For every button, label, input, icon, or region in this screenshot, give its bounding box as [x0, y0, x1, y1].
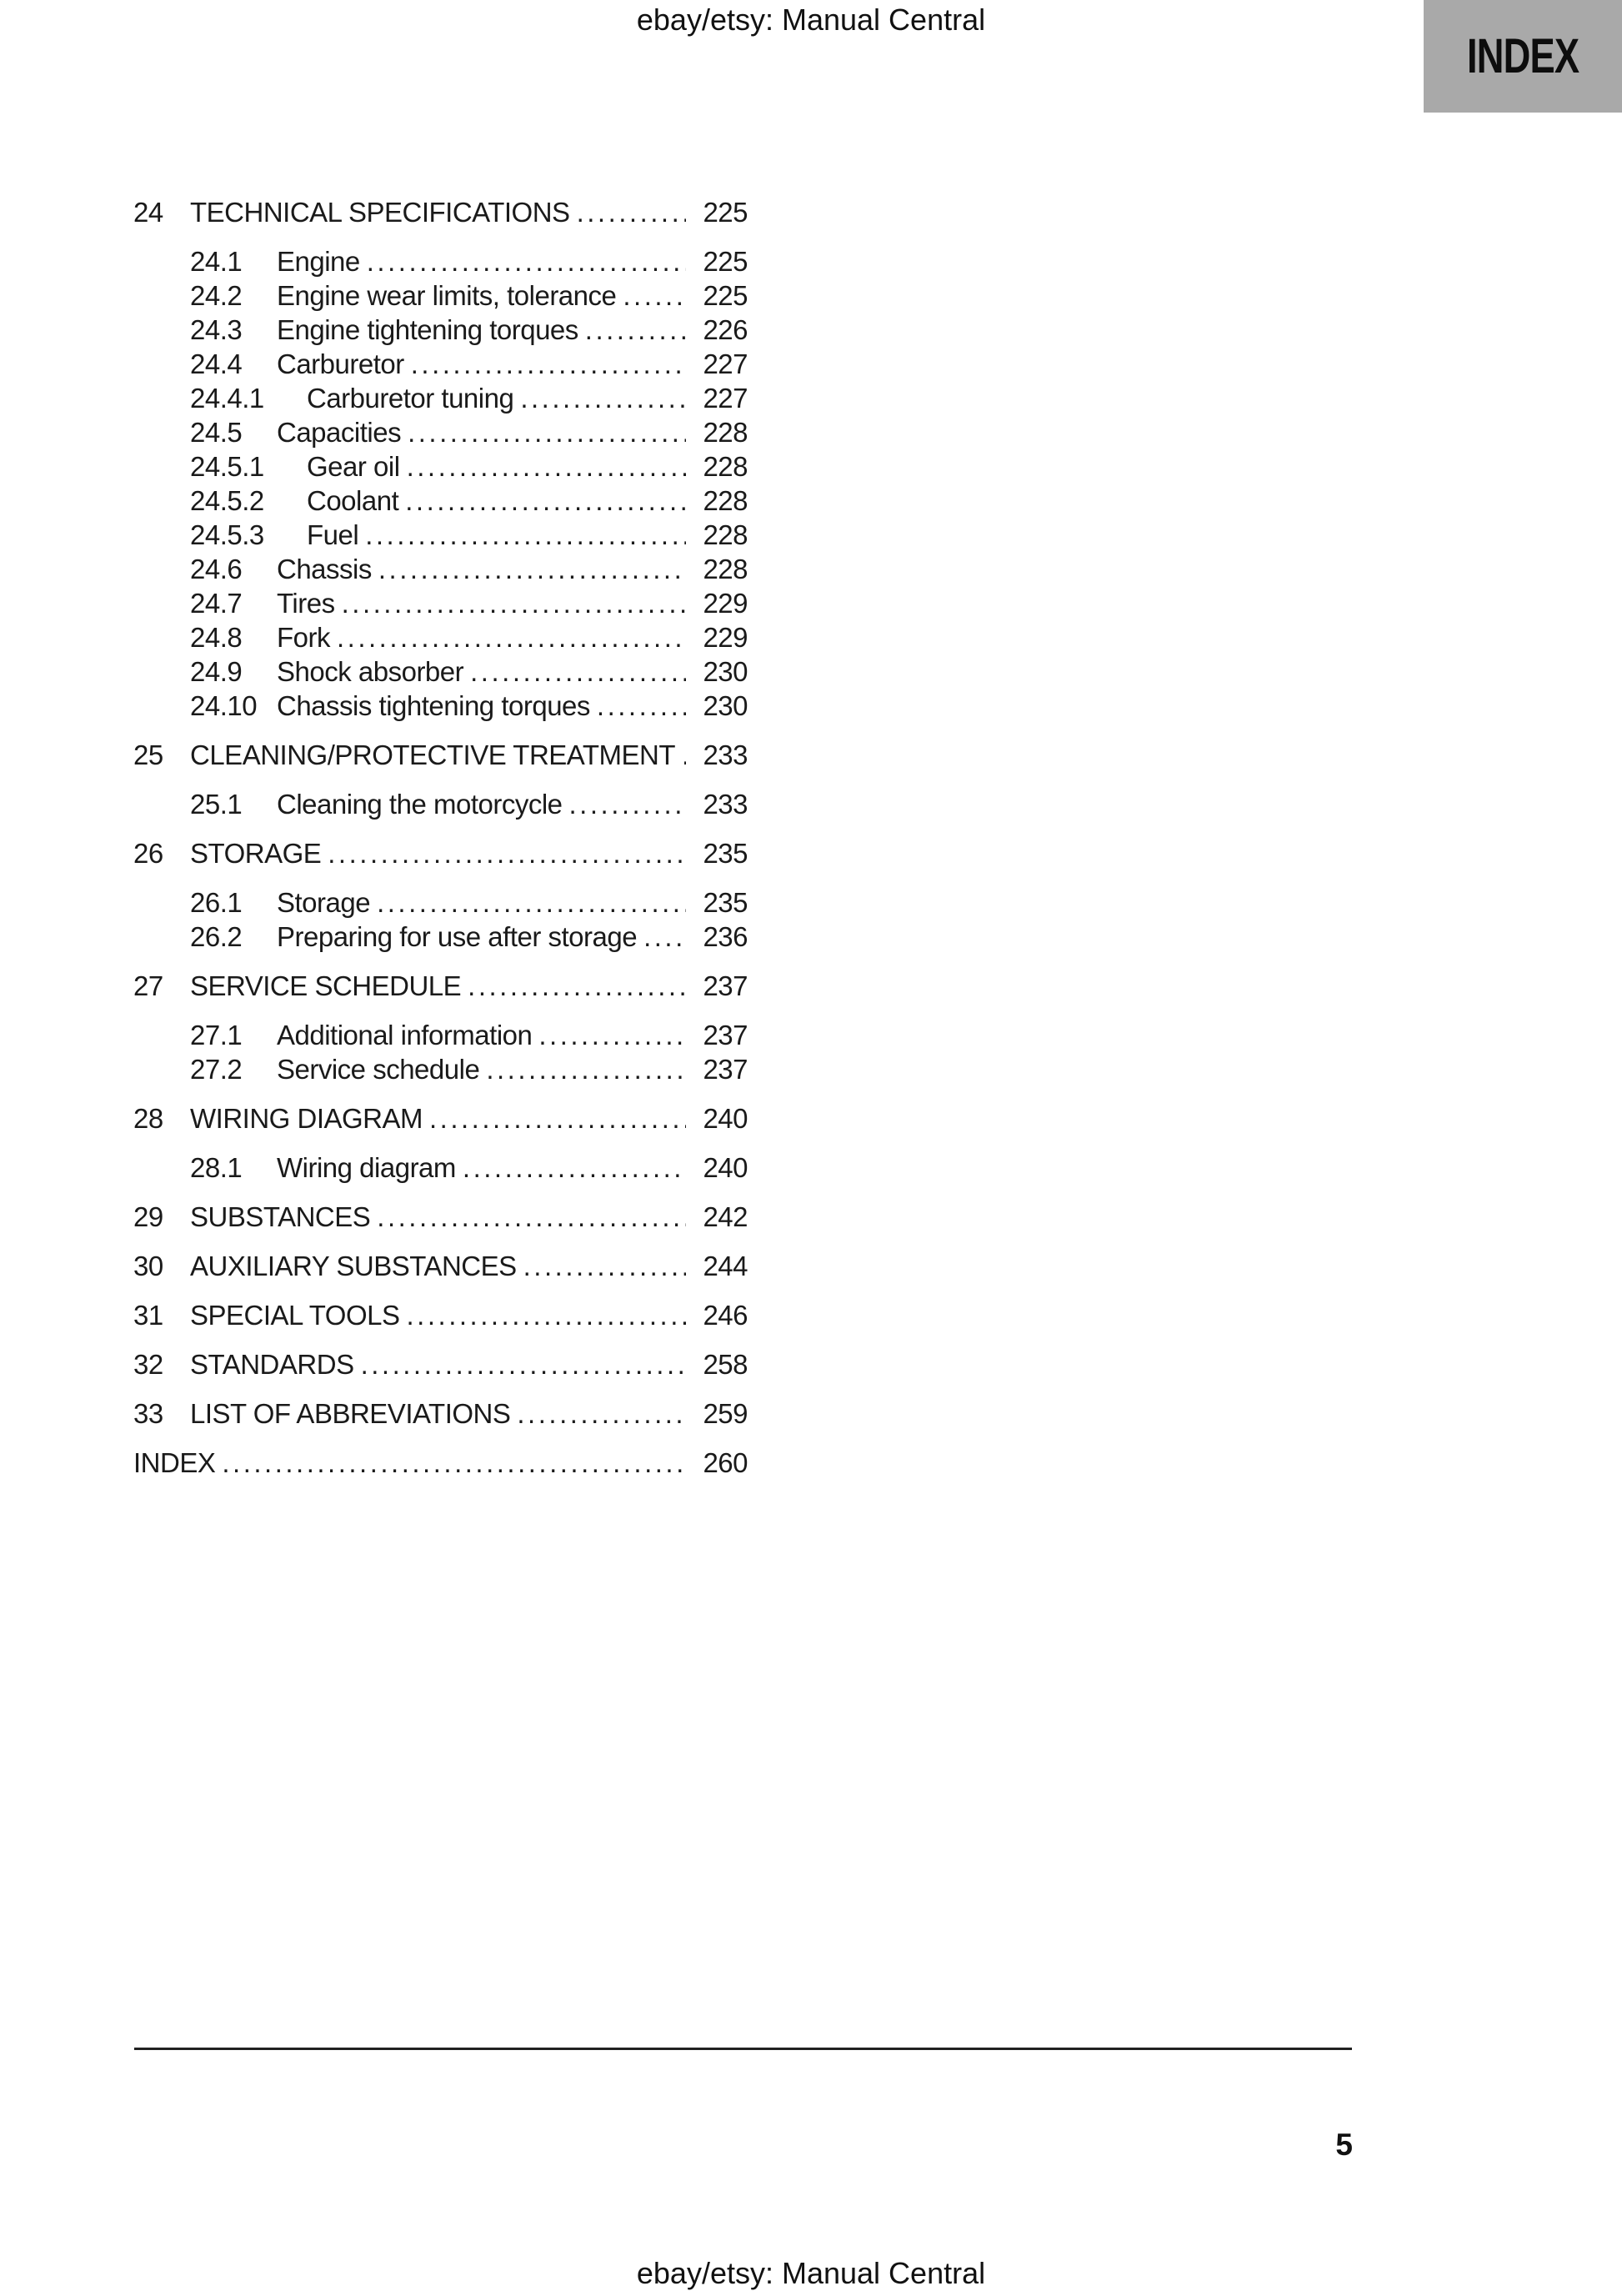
footer-page-number: 5: [1335, 2128, 1353, 2162]
toc-entry-number: 24.1: [190, 246, 243, 277]
toc-entry-number: 24.9: [190, 656, 243, 687]
toc-entry-title: Preparing for use after storage: [277, 921, 638, 952]
toc-entry-title: CLEANING/PROTECTIVE TREATMENT: [190, 739, 676, 770]
toc-entry-number: 24.5.3: [190, 519, 264, 550]
toc-entry-number: 26.2: [190, 921, 243, 952]
toc-entry: [133, 313, 748, 347]
toc-entry: [133, 1052, 748, 1086]
toc-entry: [133, 738, 748, 772]
toc-entry-title: Cleaning the motorcycle: [277, 789, 563, 820]
toc-entry: [133, 1200, 748, 1234]
toc-entry-number: 31: [133, 1300, 163, 1331]
toc-entry-title: Chassis: [277, 554, 372, 584]
toc-entry: [133, 1018, 748, 1052]
toc-entry: [133, 1298, 748, 1332]
toc-entry-title: SUBSTANCES: [190, 1201, 371, 1232]
toc-entry: [133, 1151, 748, 1185]
toc-entry-page: 230: [703, 656, 748, 687]
toc-entry: [133, 586, 748, 620]
toc-entry-number: 25.1: [190, 789, 243, 820]
toc-entry: [133, 654, 748, 689]
toc-entry-number: 24.6: [190, 554, 243, 584]
toc-entry: [133, 244, 748, 278]
header-title: ebay/etsy: Manual Central: [636, 3, 986, 37]
footer-rule: [134, 2048, 1352, 2050]
toc-dot-leader: [429, 1101, 686, 1135]
toc-entry-title: WIRING DIAGRAM: [190, 1103, 423, 1134]
toc-entry-page: 225: [703, 246, 748, 277]
toc-entry-page: 230: [703, 690, 748, 721]
toc-dot-leader: [377, 885, 686, 920]
toc-dot-leader: [520, 381, 686, 415]
toc-dot-leader: [222, 1446, 686, 1480]
toc-entry-number: 33: [133, 1398, 163, 1429]
toc-entry-page: 233: [703, 789, 748, 820]
toc-entry-page: 237: [703, 1020, 748, 1050]
toc-entry-page: 229: [703, 622, 748, 653]
toc-entry-title: SERVICE SCHEDULE: [190, 970, 462, 1001]
toc-entry-title: Storage: [277, 887, 371, 918]
toc-entry-page: 229: [703, 588, 748, 619]
toc-entry-title: Chassis tightening torques: [277, 690, 590, 721]
toc-entry-page: 235: [703, 838, 748, 869]
toc-entry-number: 25: [133, 739, 163, 770]
toc-entry: [133, 1101, 748, 1135]
toc-entry-title: Service schedule: [277, 1054, 480, 1085]
toc-entry-page: 258: [703, 1349, 748, 1380]
toc-dot-leader: [407, 449, 686, 484]
toc-entry-page: 227: [703, 383, 748, 414]
toc-dot-leader: [577, 195, 686, 229]
toc-entry-title: Capacities: [277, 417, 402, 448]
toc-dot-leader: [328, 836, 686, 870]
toc-entry-number: 24.8: [190, 622, 243, 653]
toc-entry-number: 32: [133, 1349, 163, 1380]
toc-dot-leader: [411, 347, 686, 381]
toc-dot-leader: [407, 1298, 686, 1332]
toc-entry: [133, 689, 748, 723]
toc-entry: [133, 969, 748, 1003]
toc-dot-leader: [361, 1347, 686, 1381]
toc-entry-title: Engine: [277, 246, 360, 277]
toc-dot-leader: [470, 654, 686, 689]
toc-entry-page: 233: [703, 739, 748, 770]
toc: [133, 180, 748, 1495]
toc-dot-leader: [597, 689, 686, 723]
toc-entry-title: Coolant: [307, 485, 399, 516]
toc-entry: [133, 885, 748, 920]
toc-entry-number: 24.5.1: [190, 451, 264, 482]
toc-entry-page: 235: [703, 887, 748, 918]
toc-entry-page: 226: [703, 314, 748, 345]
toc-entry-page: 240: [703, 1103, 748, 1134]
toc-entry-page: 242: [703, 1201, 748, 1232]
toc-entry-number: 27.1: [190, 1020, 243, 1050]
toc-entry: [133, 1396, 748, 1431]
toc-entry-number: 27.2: [190, 1054, 243, 1085]
toc-dot-leader: [405, 484, 686, 518]
toc-entry-title: Fork: [277, 622, 330, 653]
toc-entry-page: 237: [703, 970, 748, 1001]
toc-entry: [133, 449, 748, 484]
toc-dot-leader: [643, 920, 686, 954]
toc-entry-number: 27: [133, 970, 163, 1001]
toc-entry-number: 28: [133, 1103, 163, 1134]
toc-dot-leader: [682, 738, 686, 772]
toc-entry-number: 26.1: [190, 887, 243, 918]
toc-dot-leader: [569, 787, 686, 821]
toc-entry-page: 225: [703, 197, 748, 228]
toc-entry-title: TECHNICAL SPECIFICATIONS: [190, 197, 570, 228]
toc-dot-leader: [623, 278, 686, 313]
toc-entry: [133, 278, 748, 313]
toc-entry-title: Tires: [277, 588, 335, 619]
toc-entry-number: 30: [133, 1251, 163, 1281]
toc-entry-title: Engine wear limits, tolerance: [277, 280, 617, 311]
toc-dot-leader: [468, 969, 686, 1003]
toc-entry-title: STANDARDS: [190, 1349, 354, 1380]
toc-entry-page: 228: [703, 417, 748, 448]
toc-entry: [133, 836, 748, 870]
toc-entry-page: 244: [703, 1251, 748, 1281]
toc-entry-page: 259: [703, 1398, 748, 1429]
toc-entry: [133, 1249, 748, 1283]
toc-entry-number: 28.1: [190, 1152, 243, 1183]
toc-dot-leader: [377, 1200, 686, 1234]
toc-dot-leader: [408, 415, 686, 449]
toc-entry-page: 225: [703, 280, 748, 311]
toc-entry-number: 24.4.1: [190, 383, 264, 414]
toc-dot-leader: [337, 620, 686, 654]
toc-entry: [133, 1446, 748, 1480]
toc-entry-number: 24: [133, 197, 163, 228]
toc-entry-title: SPECIAL TOOLS: [190, 1300, 400, 1331]
toc-entry: [133, 1347, 748, 1381]
toc-entry-title: Carburetor tuning: [307, 383, 514, 414]
toc-entry: [133, 484, 748, 518]
toc-entry: [133, 552, 748, 586]
toc-entry-number: 24.7: [190, 588, 243, 619]
index-tab-label: INDEX: [1466, 29, 1579, 83]
footer-title: ebay/etsy: Manual Central: [636, 2256, 986, 2290]
toc-entry: [133, 620, 748, 654]
toc-entry-page: 228: [703, 485, 748, 516]
toc-entry: [133, 195, 748, 229]
toc-entry-page: 237: [703, 1054, 748, 1085]
toc-entry-title: Fuel: [307, 519, 359, 550]
toc-entry: [133, 381, 748, 415]
toc-entry-number: 24.5.2: [190, 485, 264, 516]
toc-entry: [133, 920, 748, 954]
toc-entry-title: LIST OF ABBREVIATIONS: [190, 1398, 511, 1429]
toc-entry-page: 228: [703, 554, 748, 584]
toc-entry-number: 24.4: [190, 348, 243, 379]
toc-dot-leader: [365, 518, 686, 552]
toc-entry-page: 227: [703, 348, 748, 379]
toc-entry-page: 246: [703, 1300, 748, 1331]
toc-entry: [133, 787, 748, 821]
toc-entry-number: 29: [133, 1201, 163, 1232]
toc-entry-page: 260: [703, 1447, 748, 1478]
toc-dot-leader: [342, 586, 686, 620]
toc-entry-page: 240: [703, 1152, 748, 1183]
toc-entry-title: Additional information: [277, 1020, 533, 1050]
toc-entry-title: Engine tightening torques: [277, 314, 578, 345]
index-tab: [1424, 0, 1622, 113]
toc-dot-leader: [463, 1151, 686, 1185]
toc-entry-number: 24.2: [190, 280, 243, 311]
toc-entry-page: 228: [703, 451, 748, 482]
toc-entry-title: Wiring diagram: [277, 1152, 456, 1183]
toc-dot-leader: [585, 313, 686, 347]
toc-dot-leader: [367, 244, 686, 278]
toc-entry-page: 236: [703, 921, 748, 952]
toc-dot-leader: [538, 1018, 686, 1052]
toc-entry-number: 24.10: [190, 690, 258, 721]
toc-entry-title: AUXILIARY SUBSTANCES: [190, 1251, 517, 1281]
toc-dot-leader: [378, 552, 686, 586]
toc-dot-leader: [517, 1396, 686, 1431]
toc-entry-title: Shock absorber: [277, 656, 464, 687]
toc-entry-title: STORAGE: [190, 838, 322, 869]
toc-entry-page: 228: [703, 519, 748, 550]
toc-entry-number: 24.5: [190, 417, 243, 448]
toc-entry: [133, 518, 748, 552]
toc-entry-title: Carburetor: [277, 348, 404, 379]
toc-entry-number: 26: [133, 838, 163, 869]
toc-entry: [133, 347, 748, 381]
toc-entry-title: INDEX: [133, 1447, 216, 1478]
toc-dot-leader: [486, 1052, 686, 1086]
toc-entry: [133, 415, 748, 449]
toc-dot-leader: [523, 1249, 686, 1283]
toc-entry-title: Gear oil: [307, 451, 400, 482]
toc-entry-number: 24.3: [190, 314, 243, 345]
